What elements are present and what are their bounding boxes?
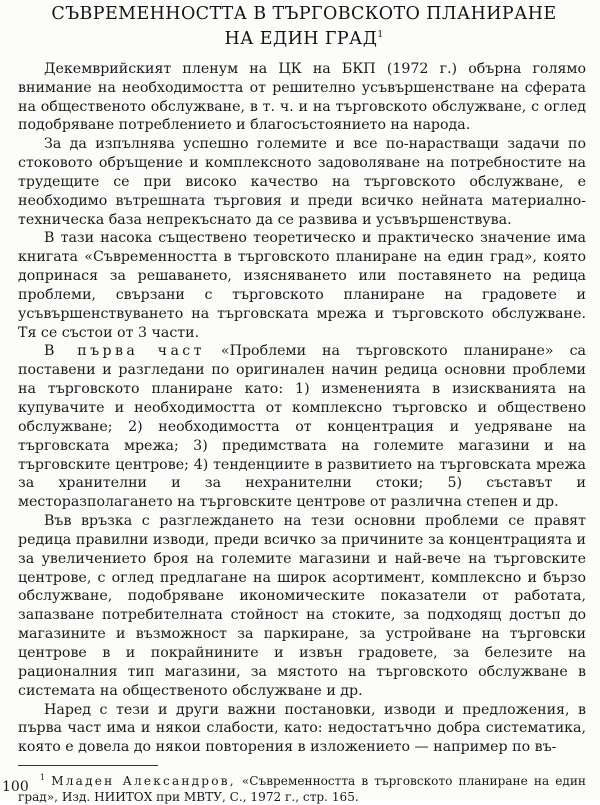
article-body [16, 60, 592, 757]
paragraph-5: Във връзка с разглеждането на тези основни проблеми се правят редица правилни изводи, преди всичко за причините за концентрацията и за увеличението броя на големите магазини и най-вече на търговските центрове, с оглед предлагане на широк асортимент, комплексно и бързо обслужване, подобряване икономическите показатели от работата, запазване потребителната стойност на стоките, за подходящ достъп до магазините и възможност за паркиране, за устройване на търговски центрове в и покрайнините и извън градовете, за белезите на рационалния тип магазини, за мястото на търговското обслужване в системата на общественото обслужване и др. [18, 513, 586, 699]
paragraph-1: Декемврийският пленум на ЦК на БКП (1972 г.) обърна голямо внимание на необходимостта от решително усъвършенстване на сферата на общественото обслужване, в т. ч. и на търговското обслужване, с оглед подобряване потреблението и благосъстоянието на народа. [18, 60, 586, 134]
paragraph-4 [18, 342, 586, 512]
paragraph-2: За да изпълнява успешно големите и все по-нарастващи задачи по стоковото обръщение и комплексното задоволяване на потребностите на трудещите се при високо качество на търговското обслужване, е необходимо вътрешната търговия и преди всичко нейната материално-техническа база непрекъснато да се развива и усъвършенствува. [18, 136, 586, 228]
footnote-marker: 1 [40, 773, 46, 783]
title-line-2: НА ЕДИН ГРАД [224, 28, 378, 49]
paragraph-4-lead: В първа част [44, 343, 205, 360]
title-footnote-marker: 1 [377, 30, 384, 40]
footnote-author: Младен Александров, [51, 774, 236, 789]
paragraph-6: Наред с тези и други важни постановки, изводи и предложения, в първа част има и някои слабости, като: недостатъчно добра систематика, която е довела до някои повторения в изложението — например по въ- [18, 701, 586, 756]
page-number: 100 [2, 779, 29, 795]
title-line-1: СЪВРЕМЕННОСТТА В ТЪРГОВСКОТО ПЛАНИРАНЕ [51, 4, 557, 24]
footnote-text: «Съвременността в търговското планиране на един град», Изд. НИИТОХ при МВТУ, С., 1972 г., стр. 165. [18, 774, 586, 805]
page-title [16, 4, 592, 50]
paragraph-3: В тази насока съществено теоретическо и практическо значение има книгата «Съвременността в търговското планиране на един град», която допринася за решаването, изясняването или поставянето на редица проблеми, свързани с търговското планиране на градовете и усъвършенствуването на търговската мрежа и търговското обслужване. Тя се състои от 3 части. [18, 230, 586, 341]
paragraph-4-rest: «Проблеми на търговското планиране» са поставени и разгледани по оригинален начин редица основни проблеми на търговското планиране като: 1) измененията в изискванията на купувачите и необходимостта от комплексно търговско и обществено обслужване; 2) необходимостта от концентрация и уедряване на търговската мрежа; 3) предимствата на големите магазини и на търговските центрове; 4) тенденциите в развитието на търговската мрежа за хранителни и за нехранителни стоки; 5) съставът и месторазполагането на търговските центрове от различна степен и др. [18, 343, 587, 511]
footnote-divider [18, 765, 158, 766]
